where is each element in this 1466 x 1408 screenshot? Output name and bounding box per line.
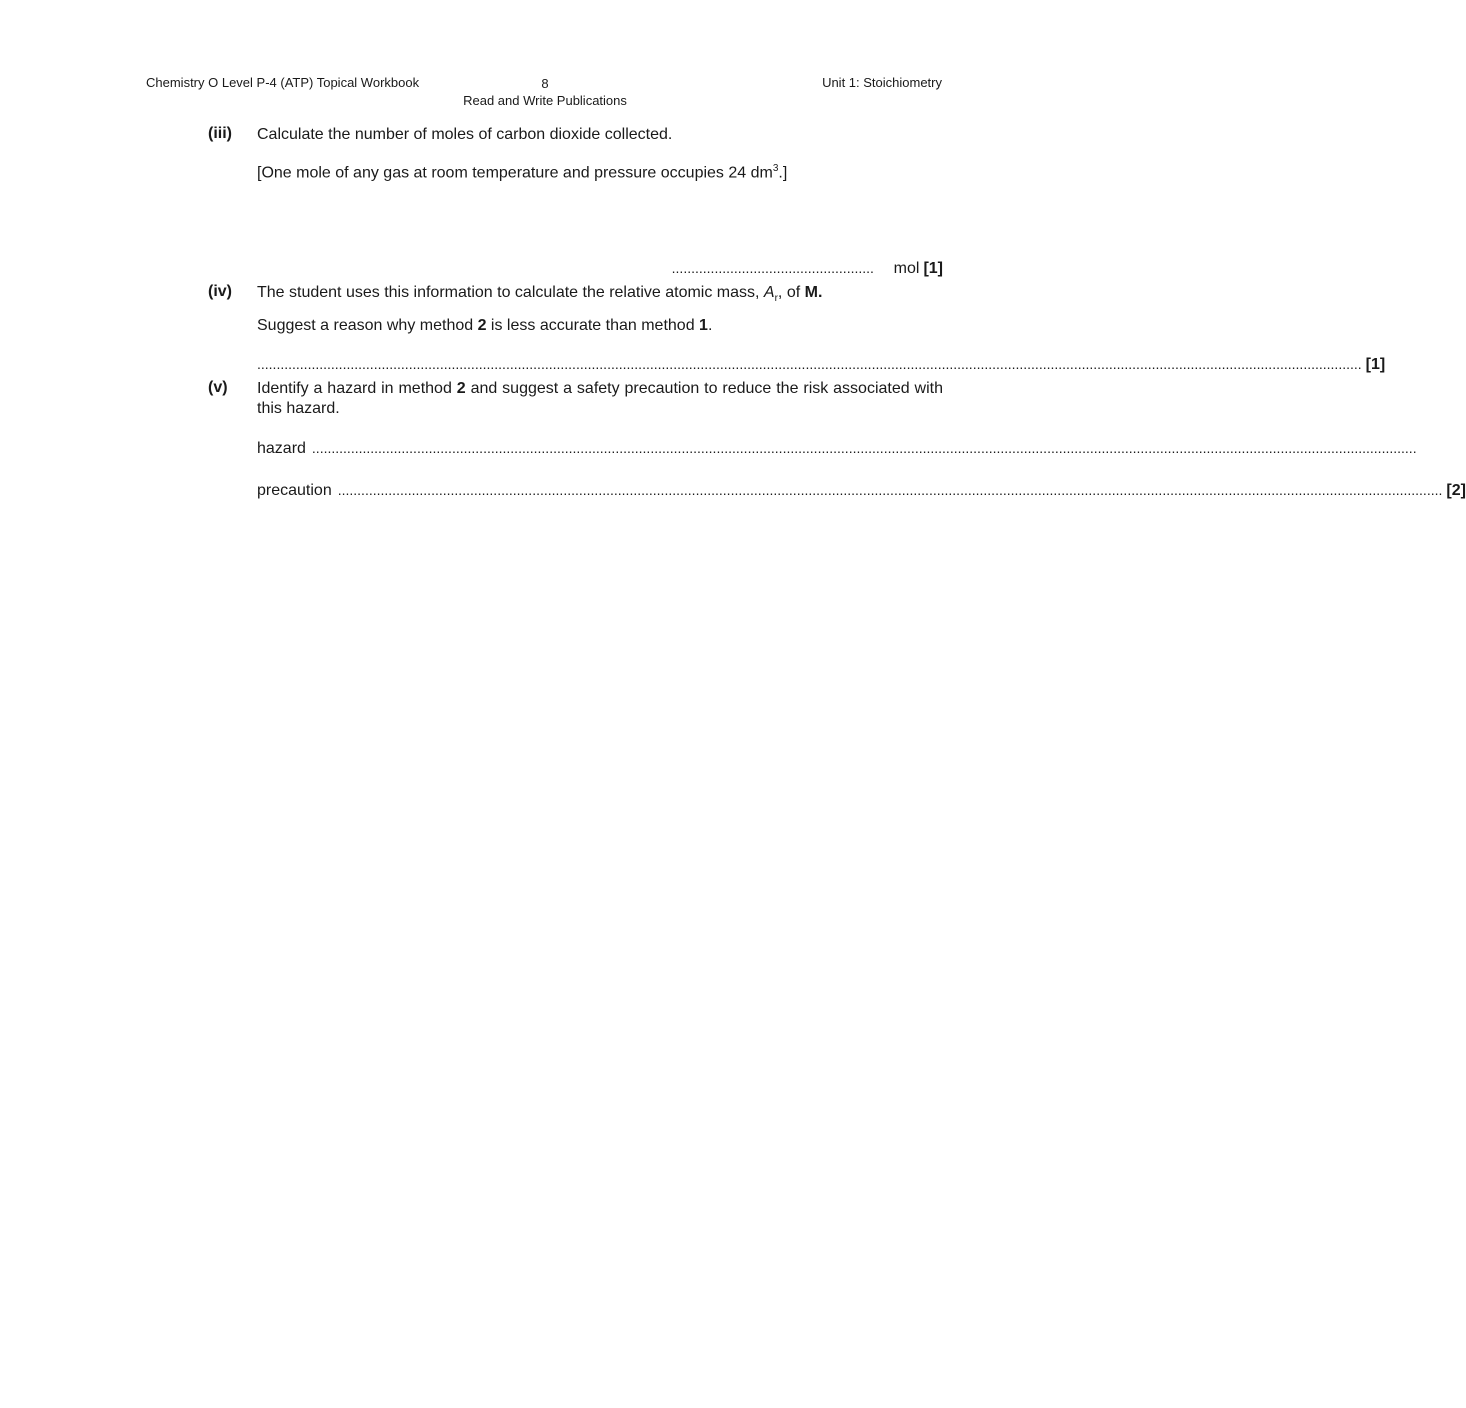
suggest-start: Suggest a reason why method: [257, 317, 478, 334]
mark-v: [2]: [1446, 482, 1466, 499]
question-number-iv: (iv): [208, 283, 232, 300]
suggest-mid: is less accurate than method: [486, 317, 700, 334]
question-iv-suggest: [257, 316, 943, 336]
hazard-line[interactable]: [257, 440, 1417, 458]
precaution-dots: ............................................................................................................................................................................................................................................................................................: [337, 482, 1443, 498]
note-text: [One mole of any gas at room temperature and pressure occupies 24 dm: [257, 164, 773, 182]
method-2: 2: [456, 380, 466, 397]
header-unit: Unit 1: Stoichiometry: [822, 75, 942, 90]
question-number-iii: (iii): [208, 125, 232, 142]
header-center: [430, 75, 660, 109]
question-iv-text: [257, 283, 943, 309]
answer-line-iv[interactable]: [257, 356, 1386, 374]
method-2: 2: [477, 317, 487, 334]
metal-label: M.: [804, 284, 823, 301]
hazard-dots: ............................................................................................................................................................................................................................................................................................: [311, 440, 1417, 456]
ar-subscript: r: [774, 293, 778, 305]
suggest-end: .: [707, 317, 713, 334]
iv-text-mid: , of: [777, 284, 805, 301]
question-iii-note: [257, 159, 943, 183]
iv-text-start: The student uses this information to calculate the relative atomic mass,: [257, 284, 764, 301]
answer-unit: mol: [893, 260, 920, 277]
question-number-v: (v): [208, 379, 228, 396]
answer-dots: ....................................................: [671, 260, 874, 276]
precaution-line[interactable]: [257, 482, 1466, 500]
mark-iii: [1]: [923, 260, 943, 277]
mark-iv: [1]: [1365, 356, 1386, 373]
header-title: Chemistry O Level P-4 (ATP) Topical Workbook: [146, 75, 420, 90]
page-number: 8: [541, 76, 549, 91]
answer-line-iii[interactable]: [672, 260, 943, 278]
precaution-label: precaution: [257, 482, 332, 499]
v-text-start: Identify a hazard in method: [257, 380, 457, 397]
question-iii-text: Calculate the number of moles of carbon dioxide collected.: [257, 126, 673, 143]
note-end: .]: [778, 164, 788, 182]
method-1: 1: [699, 317, 708, 334]
hazard-label: hazard: [257, 440, 306, 457]
answer-dots: ............................................................................................................................................................................................................................................................................................: [257, 356, 1362, 372]
ar-symbol: A: [763, 284, 775, 301]
v-text-end: and suggest a safety precaution to reduce the risk associated with this hazard.: [257, 380, 944, 417]
question-v-text: [257, 379, 943, 419]
note-superscript: 3: [772, 163, 779, 174]
publisher: Read and Write Publications: [463, 93, 627, 108]
